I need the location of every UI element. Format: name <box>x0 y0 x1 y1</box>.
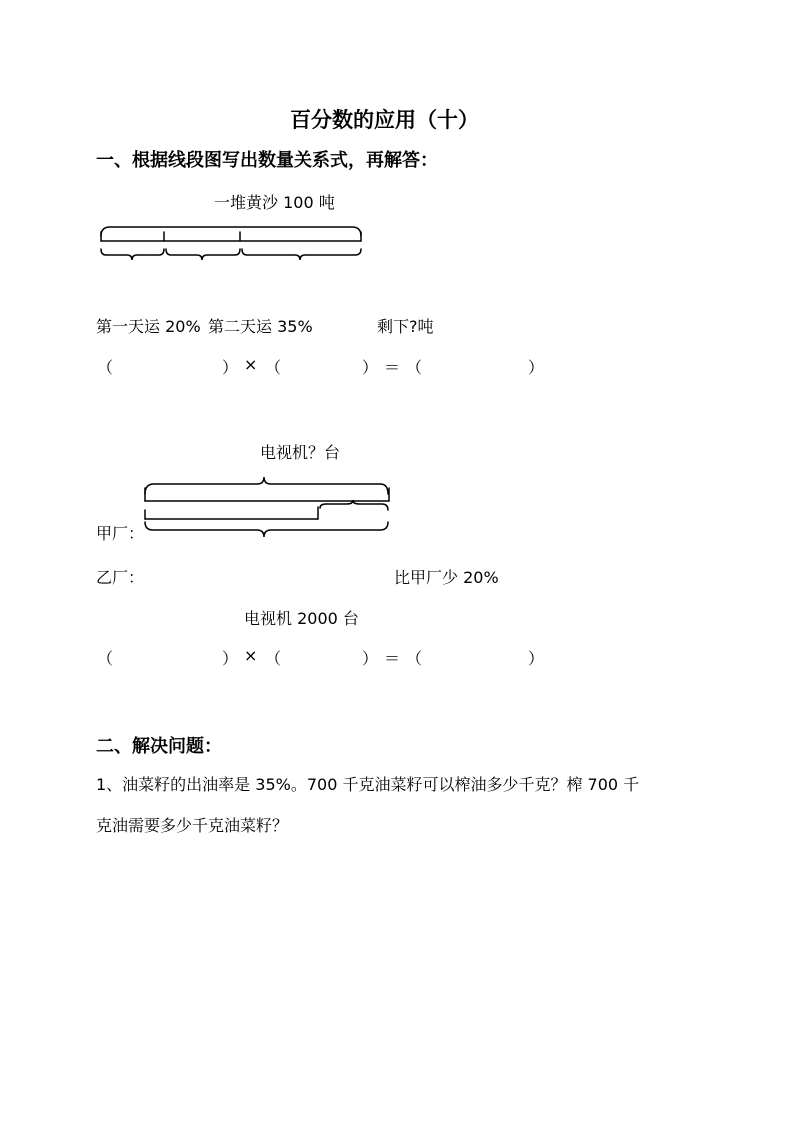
problem-1-line-2: 克油需要多少千克油菜籽？ <box>96 816 289 835</box>
diagram-2-less-label: 比甲厂少 20% <box>394 568 499 587</box>
page-title: 百分数的应用（十） <box>290 108 479 132</box>
diagram-2-row-a-label: 甲厂： <box>96 524 145 543</box>
diagram-1-day1-label: 第一天运 20% <box>96 317 201 336</box>
diagram-1-day2-label: 第二天运 35% <box>208 317 313 336</box>
diagram-2-bottom-label: 电视机 2000 台 <box>244 609 359 628</box>
formula-2-open-1: （ <box>97 649 114 668</box>
formula-2-close-1: ） <box>222 649 239 668</box>
formula-2-open-3: （ <box>406 649 423 668</box>
formula-1-open-3: （ <box>406 358 423 377</box>
formula-1-equals: ＝ <box>384 358 401 377</box>
diagram-1-remaining-label: 剩下?吨 <box>377 317 434 336</box>
section-1-heading: 一、根据线段图写出数量关系式，再解答： <box>96 150 438 171</box>
diagram-2-top-label: 电视机？台 <box>260 443 341 462</box>
problem-1-line-1: 1、油菜籽的出油率是 35%。700 千克油菜籽可以榨油多少千克？榨 700 千 <box>96 775 640 794</box>
formula-1-close-2: ） <box>362 358 379 377</box>
formula-1-close-1: ） <box>222 358 239 377</box>
diagram-1-top-label: 一堆黄沙 100 吨 <box>214 193 335 212</box>
formula-1-open-1: （ <box>97 358 114 377</box>
formula-2-equals: ＝ <box>384 649 401 668</box>
formula-1-open-2: （ <box>265 358 282 377</box>
formula-2-close-3: ） <box>528 649 545 668</box>
formula-2-close-2: ） <box>362 649 379 668</box>
formula-2-open-2: （ <box>265 649 282 668</box>
formula-2-times: × <box>244 646 258 665</box>
formula-1-close-3: ） <box>528 358 545 377</box>
formula-1-times: × <box>244 355 258 374</box>
diagram-2-row-b-label: 乙厂： <box>96 568 145 587</box>
section-2-heading: 二、解决问题： <box>96 736 222 757</box>
